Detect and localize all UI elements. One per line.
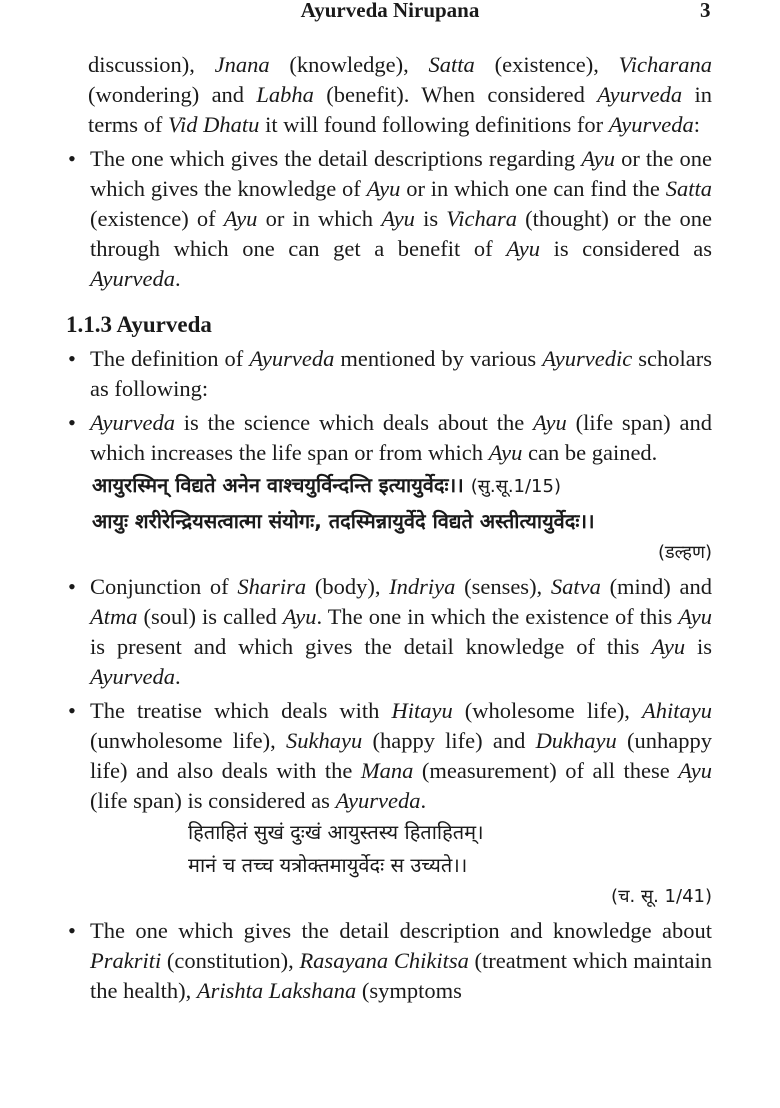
italic-term: Ayurveda xyxy=(335,788,421,813)
italic-term: Ayu xyxy=(678,758,712,783)
italic-term: Satva xyxy=(550,574,601,599)
text-run: mentioned by various xyxy=(334,346,543,371)
text-run: (thought) or the one through which one can get a benefit of xyxy=(90,206,712,261)
italic-term: Ayu xyxy=(223,206,258,231)
italic-term: Ayurveda xyxy=(249,346,335,371)
verse-text: आयुः शरीरेन्द्रियसत्वात्मा संयोगः, तदस्मिन्नायुर्वेदे विद्यते अस्तीत्यायुर्वेदः।। xyxy=(92,509,595,533)
text-run: The one which gives the detail description and knowledge about xyxy=(90,918,712,943)
bullet-item xyxy=(66,344,712,404)
running-header xyxy=(0,0,780,26)
text-run: (life span) and which increases the life span or from which xyxy=(90,410,712,465)
bullet-item xyxy=(66,696,712,816)
italic-term: Jnana xyxy=(214,52,270,77)
sanskrit-verse xyxy=(66,468,712,504)
text-run: (symptoms xyxy=(356,978,462,1003)
italic-term: Ayu xyxy=(366,176,401,201)
italic-term: Ayu xyxy=(678,604,712,629)
text-run: (body), xyxy=(306,574,390,599)
text-run: it will found following definitions for xyxy=(259,112,609,137)
text-run: is considered as xyxy=(539,236,712,261)
text-run: (senses), xyxy=(455,574,551,599)
text-run: . xyxy=(420,788,427,813)
verse-text: मानं च तच्च यत्रोक्तमायुर्वेदः स उच्यते।। xyxy=(188,853,468,877)
sanskrit-verse xyxy=(66,816,712,849)
text-run: : xyxy=(693,112,701,137)
text-run: (benefit). When considered xyxy=(313,82,598,107)
italic-term: Ayu xyxy=(533,410,567,435)
italic-term: Ayurveda xyxy=(90,266,175,291)
italic-term: Ahitayu xyxy=(642,698,712,723)
italic-term: Ayu xyxy=(651,634,686,659)
verse-text: हिताहितं सुखं दुःखं आयुस्तस्य हिताहितम्। xyxy=(188,820,484,844)
italic-term: Mana xyxy=(360,758,414,783)
section-heading: 1.1.3 Ayurveda xyxy=(66,312,212,337)
text-run: . xyxy=(174,664,181,689)
text-run: (soul) is called xyxy=(137,604,283,629)
italic-term: Rasayana Chikitsa xyxy=(299,948,469,973)
text-run: (wholesome life), xyxy=(452,698,643,723)
text-run: or in which one can find the xyxy=(400,176,666,201)
italic-term: Labha xyxy=(256,82,314,107)
verse-reference: (सु.सू.1/15) xyxy=(470,476,561,497)
text-run: . xyxy=(174,266,181,291)
italic-term: Ayu xyxy=(488,440,523,465)
text-run: (treatment which maintain the health), xyxy=(90,948,712,1003)
italic-term: Ayu xyxy=(282,604,317,629)
bullet-item xyxy=(66,916,712,1006)
sanskrit-verse xyxy=(66,504,712,538)
text-run: scholars as following: xyxy=(90,346,712,401)
italic-term: Ayu xyxy=(581,146,615,171)
text-run: (mind) and xyxy=(600,574,712,599)
text-run: The treatise which deals with xyxy=(90,698,392,723)
text-run: or in which xyxy=(257,206,382,231)
text-run: (measurement) of all these xyxy=(413,758,679,783)
text-run: (unhappy life) and also deals with the xyxy=(90,728,712,783)
running-title: Ayurveda Nirupana xyxy=(300,0,480,22)
italic-term: Satta xyxy=(428,52,475,77)
italic-term: Sukhayu xyxy=(286,728,363,753)
bullet-item xyxy=(66,144,712,294)
text-run: Conjunction of xyxy=(90,574,238,599)
text-run: is present and which gives the detail knowledge of this xyxy=(90,634,652,659)
italic-term: Atma xyxy=(90,604,138,629)
paragraph xyxy=(66,50,712,140)
text-run: (existence), xyxy=(474,52,619,77)
text-run: or the one which gives the knowledge of xyxy=(90,146,713,201)
bullet-item xyxy=(66,572,712,692)
text-run: (life span) is considered as xyxy=(90,788,336,813)
text-run: (wondering) and xyxy=(88,82,257,107)
italic-term: Ayurveda xyxy=(90,410,175,435)
text-run: . The one in which the existence of this xyxy=(316,604,679,629)
text-run: (unwholesome life), xyxy=(90,728,287,753)
text-run: is xyxy=(414,206,447,231)
italic-term: Vid Dhatu xyxy=(167,112,260,137)
italic-term: Satta xyxy=(665,176,713,201)
text-run: is xyxy=(685,634,712,659)
italic-term: Indriya xyxy=(389,574,456,599)
italic-term: Dukhayu xyxy=(535,728,617,753)
italic-term: Ayurveda xyxy=(597,82,683,107)
italic-term: Ayu xyxy=(381,206,415,231)
text-run: (knowledge), xyxy=(269,52,429,77)
italic-term: Ayurveda xyxy=(608,112,694,137)
page-number: 3 xyxy=(700,0,711,22)
italic-term: Ayurveda xyxy=(90,664,175,689)
italic-term: Arishta Lakshana xyxy=(196,978,357,1003)
text-run: (existence) of xyxy=(90,206,224,231)
italic-term: Vichara xyxy=(446,206,518,231)
italic-term: Vicharana xyxy=(618,52,712,77)
italic-term: Sharira xyxy=(237,574,307,599)
page-body xyxy=(66,50,712,1006)
bullet-item xyxy=(66,408,712,468)
verse-reference: (च. सू. 1/41) xyxy=(611,886,712,907)
text-run: (constitution), xyxy=(161,948,300,973)
verse-text: आयुरस्मिन् विद्यते अनेन वाश्चयुर्विन्दन्ति इत्यायुर्वेदः।। xyxy=(92,473,464,497)
italic-term: Ayu xyxy=(506,236,540,261)
verse-reference: (डल्हण) xyxy=(657,542,712,563)
italic-term: Ayurvedic xyxy=(542,346,633,371)
text-run: in terms of xyxy=(88,82,712,137)
italic-term: Hitayu xyxy=(391,698,453,723)
text-run: The definition of xyxy=(90,346,250,371)
sanskrit-verse xyxy=(66,849,712,882)
text-run: is the science which deals about the xyxy=(174,410,534,435)
italic-term: Prakriti xyxy=(90,948,162,973)
text-run: discussion), xyxy=(88,52,215,77)
text-run: The one which gives the detail descriptions regarding xyxy=(90,146,582,171)
text-run: (happy life) and xyxy=(362,728,536,753)
text-run: can be gained. xyxy=(522,440,658,465)
